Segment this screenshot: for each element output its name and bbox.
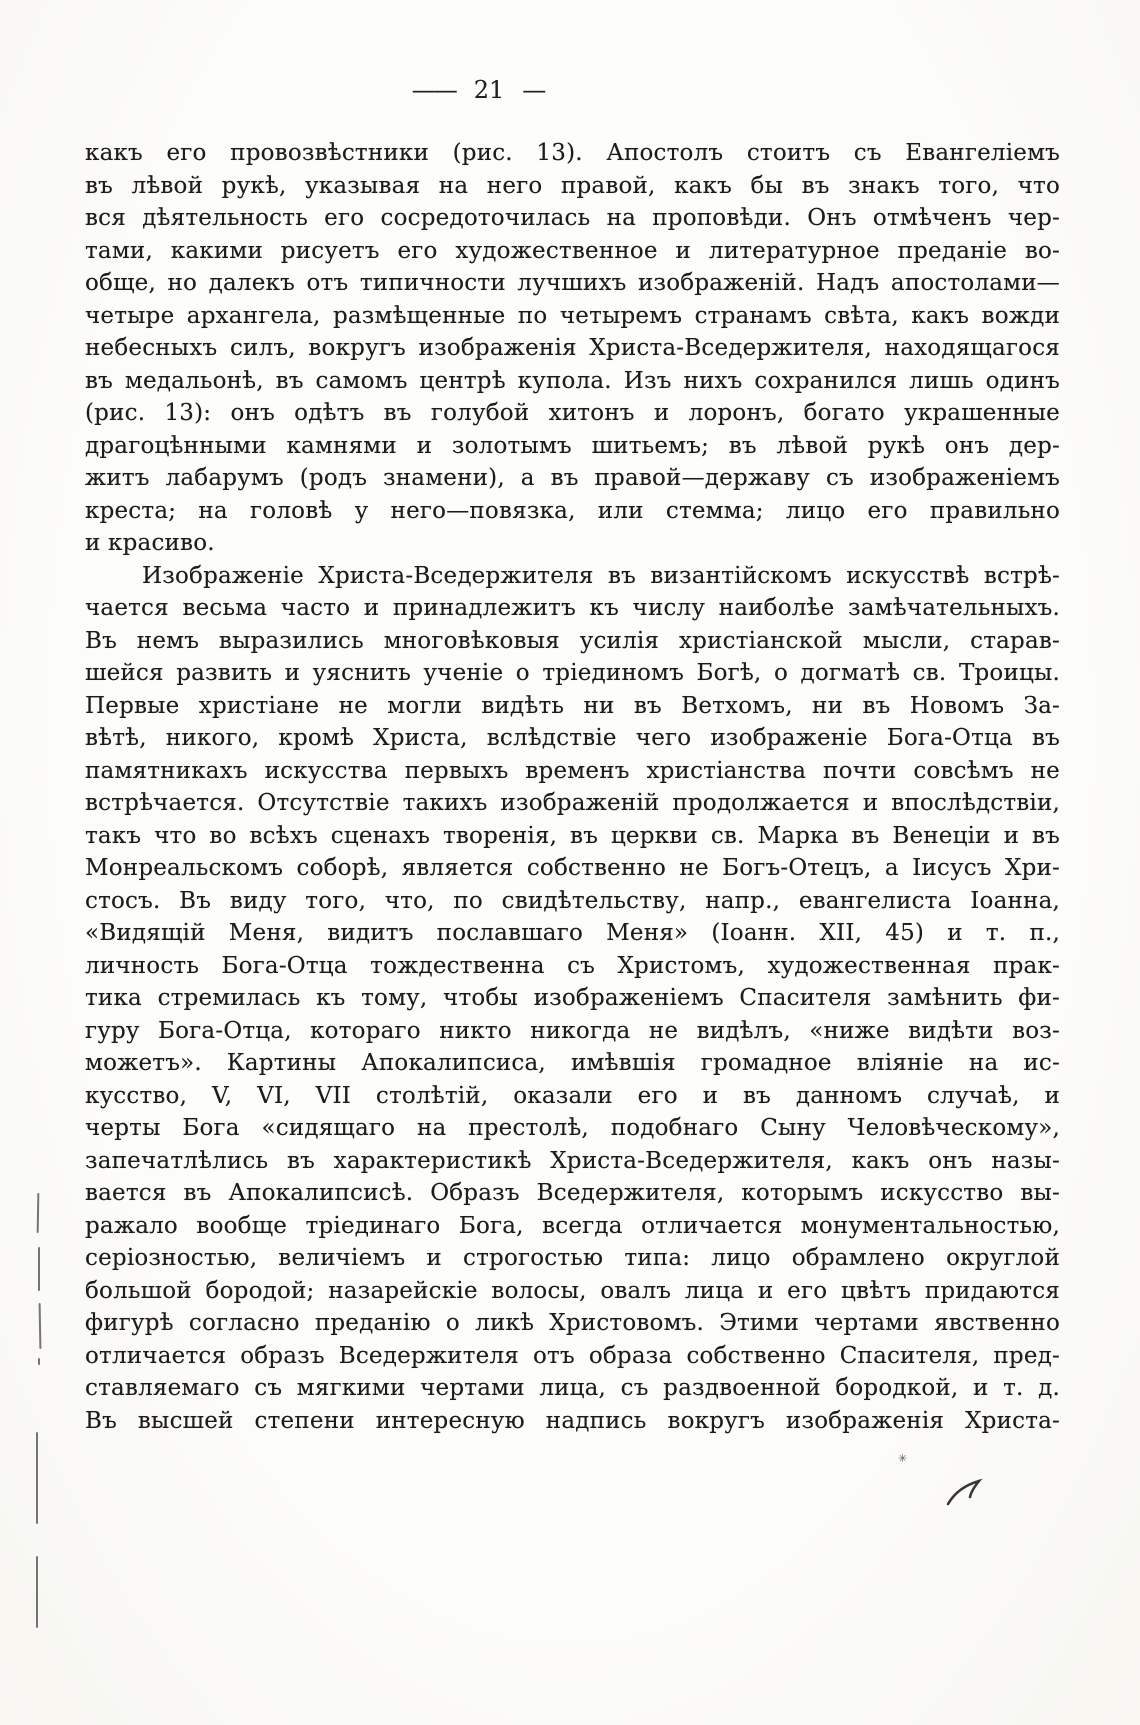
text-line: ражало вообще тріединаго Бога, всегда отличается монументальностью,: [85, 1212, 1060, 1239]
text-line: можетъ». Картины Апокалипсиса, имѣвшія громадное вліяніе на ис-: [85, 1050, 1060, 1076]
text-line: стосъ. Въ виду того, что, по свидѣтельству, напр., евангелиста Іоанна,: [85, 887, 1060, 914]
text-line: четыре архангела, размѣщенные по четыремъ странамъ свѣта, какъ вожди: [85, 302, 1060, 329]
text-line: такъ что во всѣхъ сценахъ творенія, въ церкви св. Марка въ Венеціи и въ: [85, 822, 1060, 849]
text-line: гуру Бога-Отца, котораго никто никогда не видѣлъ, «ниже видѣти воз-: [85, 1017, 1060, 1044]
binding-mark: [36, 1432, 38, 1524]
text-line: ставляемаго съ мягкими чертами лица, съ раздвоенной бородкой, и т. д.: [85, 1375, 1060, 1401]
text-line: небесныхъ силъ, вокругъ изображенія Христа-Вседержителя, находящагося: [85, 335, 1060, 361]
text-line: Изображеніе Христа-Вседержителя въ византійскомъ искусствѣ встрѣ-: [142, 562, 1060, 589]
page-number: 21: [473, 76, 505, 104]
text-line: какъ его провозвѣстники (рис. 13). Апостолъ стоитъ съ Евангеліемъ: [85, 140, 1060, 166]
text-line: креста; на головѣ у него—повязка, или стемма; лицо его правильно: [85, 497, 1060, 524]
text-line: вается въ Апокалипсисѣ. Образъ Вседержителя, которымъ искусство вы-: [85, 1180, 1060, 1206]
asterisk-mark-icon: ✳: [898, 1452, 908, 1465]
text-line: драгоцѣнными камнями и золотымъ шитьемъ; въ лѣвой рукѣ онъ дер-: [85, 432, 1060, 459]
page-header: [0, 76, 956, 104]
text-line: обще, но далекъ отъ типичности лучшихъ изображеній. Надъ апостолами—: [85, 270, 1060, 296]
text-line: серіозностью, величіемъ и строгостью типа: лицо обрамлено округлой: [85, 1245, 1060, 1271]
text-line: вся дѣятельность его сосредоточилась на проповѣди. Онъ отмѣченъ чер-: [85, 205, 1060, 231]
binding-mark: [37, 1193, 40, 1233]
text-line: запечатлѣлись въ характеристикѣ Христа-Вседержителя, какъ онъ назы-: [85, 1147, 1060, 1174]
text-block: [85, 137, 1060, 1437]
text-line: житъ лабарумъ (родъ знамени), а въ правой—державу съ изображеніемъ: [85, 465, 1060, 491]
text-line: большой бородой; назарейскіе волосы, овалъ лица и его цвѣтъ придаются: [85, 1277, 1060, 1304]
text-line: встрѣчается. Отсутствіе такихъ изображеній продолжается и впослѣдствіи,: [85, 790, 1060, 816]
binding-mark: [38, 1247, 40, 1291]
text-line: чается весьма часто и принадлежитъ къ числу наиболѣе замѣчательныхъ.: [85, 595, 1060, 621]
binding-mark: [39, 1303, 42, 1349]
binding-mark: [38, 1358, 40, 1365]
text-line: памятникахъ искусства первыхъ временъ христіанства почти совсѣмъ не: [85, 757, 1060, 784]
text-line: (рис. 13): онъ одѣтъ въ голубой хитонъ и лоронъ, богато украшенные: [85, 400, 1060, 426]
text-line: отличается образъ Вседержителя отъ образа собственно Спасителя, пред-: [85, 1342, 1060, 1369]
text-line: въ медальонѣ, въ самомъ центрѣ купола. Изъ нихъ сохранился лишь одинъ: [85, 367, 1060, 394]
text-line: шейся развить и уяснить ученіе о тріединомъ Богѣ, о догматѣ св. Троицы.: [85, 660, 1060, 686]
text-line: въ лѣвой рукѣ, указывая на него правой, какъ бы въ знакъ того, что: [85, 172, 1060, 199]
text-line: Въ высшей степени интересную надпись вокругъ изображенія Христа-: [85, 1407, 1060, 1434]
text-line: кусство, V, VI, VII столѣтій, оказали его и въ данномъ случаѣ, и: [85, 1082, 1060, 1109]
binding-mark: [36, 1556, 38, 1628]
text-line: Въ немъ выразились многовѣковыя усилія христіанской мысли, старав-: [85, 627, 1060, 654]
header-dash-left: ——: [411, 76, 456, 104]
text-line: тика стремилась къ тому, чтобы изображеніемъ Спасителя замѣнить фи-: [85, 985, 1060, 1011]
text-line: Монреальскомъ соборѣ, является собственно не Богъ-Отецъ, а Іисусъ Хри-: [85, 855, 1060, 881]
text-line: личность Бога-Отца тождественна съ Христомъ, художественная прак-: [85, 952, 1060, 979]
text-line: Первые христіане не могли видѣть ни въ Ветхомъ, ни въ Новомъ За-: [85, 692, 1060, 719]
text-line: «Видящій Меня, видитъ пославшаго Меня» (Іоанн. XII, 45) и т. п.,: [85, 920, 1060, 946]
text-line: фигурѣ согласно преданію о ликѣ Христовомъ. Этими чертами явственно: [85, 1310, 1060, 1336]
pen-mark-icon: [945, 1478, 987, 1508]
text-line: и красиво.: [85, 530, 215, 556]
text-line: тами, какими рисуетъ его художественное и литературное преданіе во-: [85, 237, 1060, 264]
text-line: вѣтѣ, никого, кромѣ Христа, вслѣдствіе чего изображеніе Бога-Отца въ: [85, 725, 1060, 751]
text-line: черты Бога «сидящаго на престолѣ, подобнаго Сыну Человѣческому»,: [85, 1115, 1060, 1141]
header-dash-right: —: [522, 76, 545, 104]
